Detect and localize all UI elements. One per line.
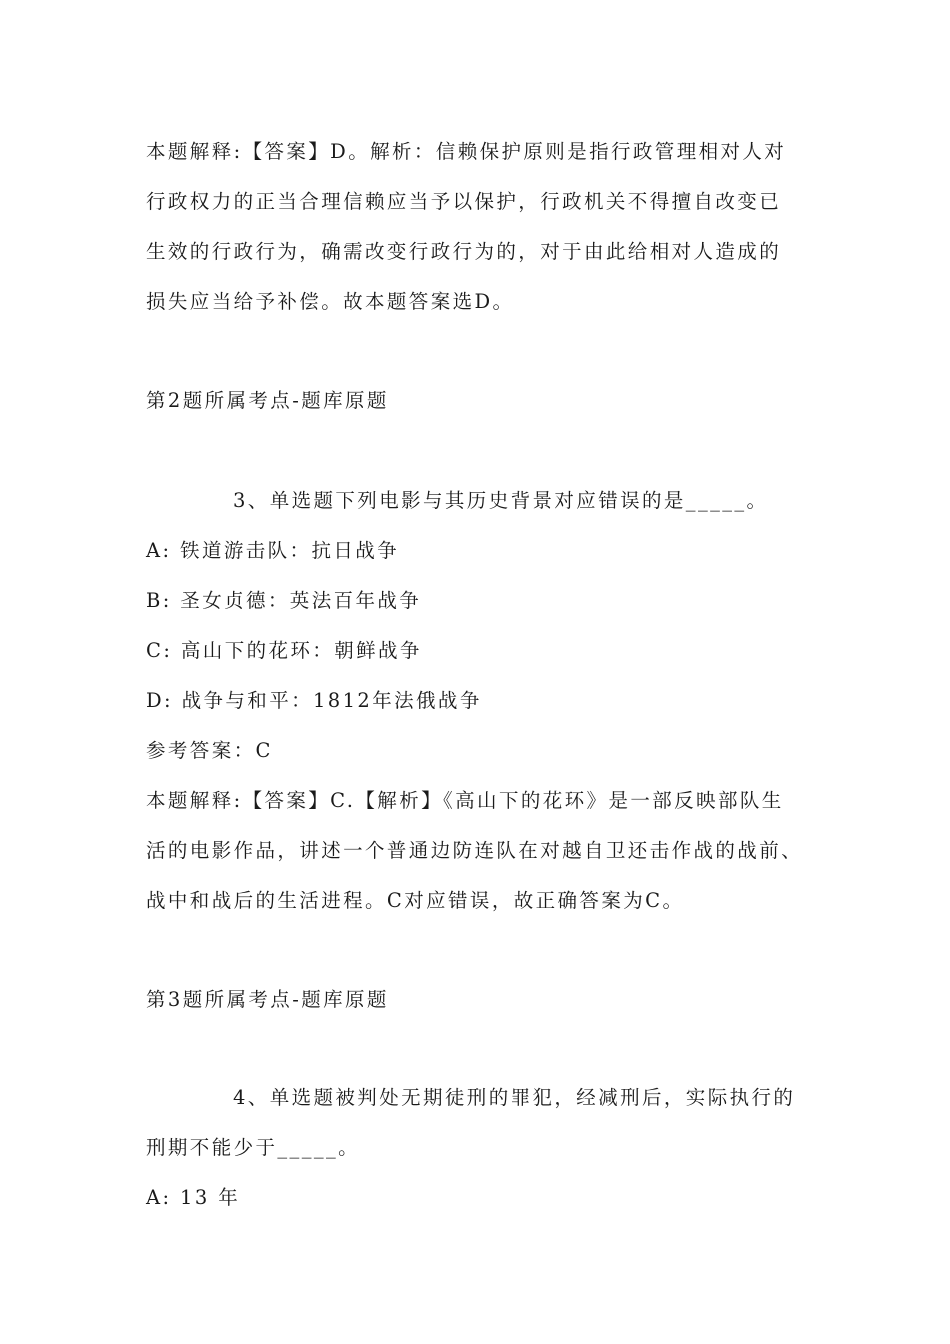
q3-option-d: D: 战争与和平：1812年法俄战争 <box>146 689 482 712</box>
q4-stem-line-2: 刑期不能少于_____。 <box>146 1136 361 1159</box>
q3-explanation-line-2: 活的电影作品，讲述一个普通边防连队在对越自卫还击作战的战前、 <box>146 839 804 862</box>
q3-explanation-line-1: 本题解释:【答案】C.【解析】《高山下的花环》是一部反映部队生 <box>146 789 784 812</box>
q2-source: 第2题所属考点-题库原题 <box>146 389 389 412</box>
q4-stem-line-1: 4、单选题被判处无期徒刑的罪犯，经减刑后，实际执行的 <box>233 1086 796 1109</box>
q2-explanation-line-1: 本题解释:【答案】D。解析：信赖保护原则是指行政管理相对人对 <box>146 140 787 163</box>
q3-option-a: A: 铁道游击队：抗日战争 <box>146 539 400 562</box>
q4-option-a: A: 13 年 <box>146 1186 241 1209</box>
q2-explanation-line-3: 生效的行政行为，确需改变行政行为的，对于由此给相对人造成的 <box>146 240 782 263</box>
q2-explanation-line-2: 行政权力的正当合理信赖应当予以保护，行政机关不得擅自改变已 <box>146 190 782 213</box>
q3-explanation-line-3: 战中和战后的生活进程。C对应错误，故正确答案为C。 <box>146 889 685 912</box>
q3-option-b: B: 圣女贞德：英法百年战争 <box>146 589 422 612</box>
q3-option-c: C: 高山下的花环：朝鲜战争 <box>146 639 422 662</box>
q3-source: 第3题所属考点-题库原题 <box>146 988 389 1011</box>
q3-stem: 3、单选题下列电影与其历史背景对应错误的是_____。 <box>233 489 769 512</box>
q2-explanation-line-4: 损失应当给予补偿。故本题答案选D。 <box>146 290 515 313</box>
q3-answer: 参考答案：C <box>146 739 273 762</box>
